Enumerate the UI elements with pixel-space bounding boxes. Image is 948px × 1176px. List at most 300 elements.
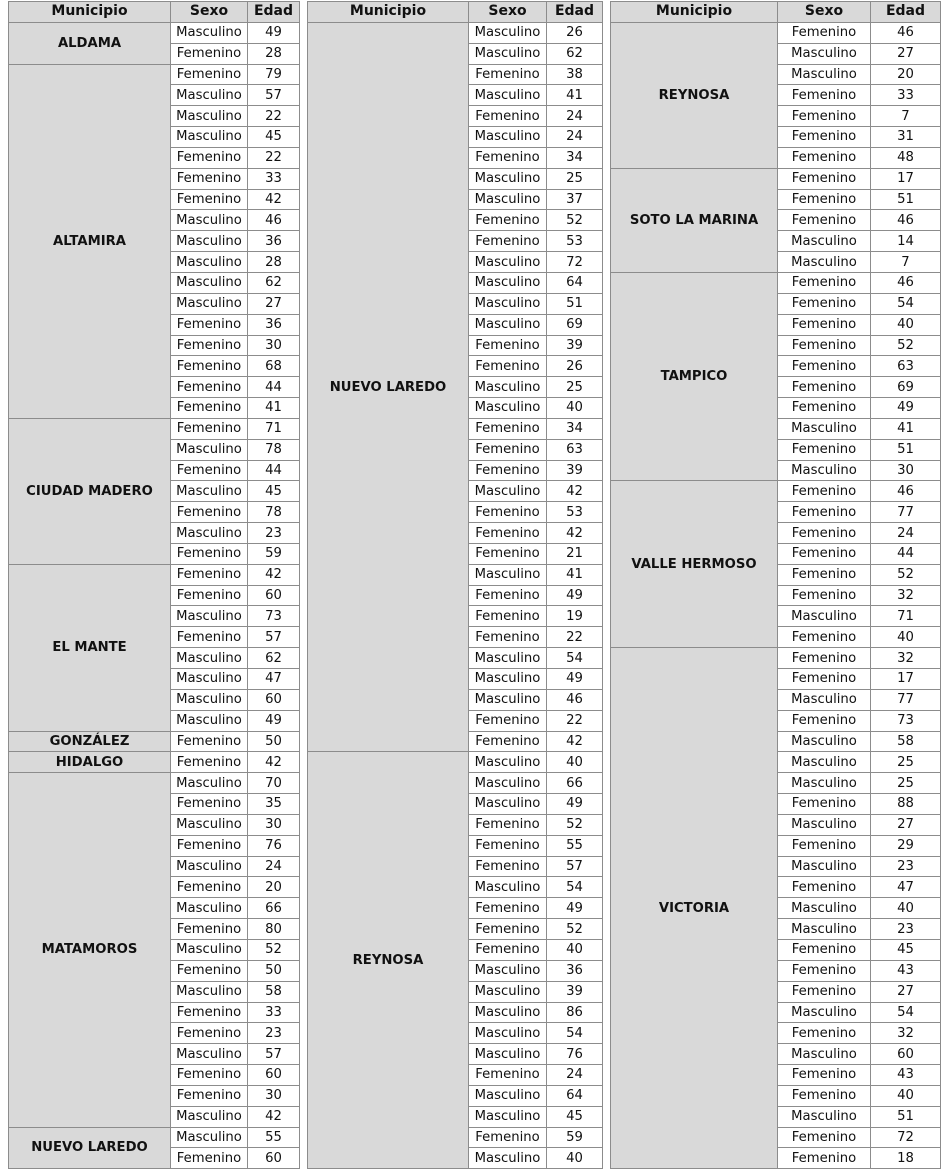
edad-cell: 25 <box>547 168 603 189</box>
edad-cell: 36 <box>248 231 300 252</box>
edad-cell: 46 <box>547 689 603 710</box>
edad-cell: 59 <box>248 543 300 564</box>
edad-cell: 28 <box>248 43 300 64</box>
edad-cell: 42 <box>248 189 300 210</box>
sexo-cell: Femenino <box>778 585 871 606</box>
sexo-cell: Masculino <box>778 731 871 752</box>
edad-cell: 88 <box>871 794 941 815</box>
sexo-cell: Femenino <box>778 564 871 585</box>
sexo-cell: Masculino <box>171 481 248 502</box>
sexo-cell: Femenino <box>778 398 871 419</box>
edad-cell: 21 <box>547 543 603 564</box>
edad-cell: 57 <box>248 1044 300 1065</box>
edad-cell: 35 <box>248 794 300 815</box>
sexo-cell: Masculino <box>778 898 871 919</box>
municipio-cell: SOTO LA MARINA <box>611 168 778 272</box>
sexo-cell: Femenino <box>778 1127 871 1148</box>
sexo-cell: Femenino <box>469 710 547 731</box>
edad-cell: 79 <box>248 64 300 85</box>
header-municipio: Municipio <box>9 2 171 23</box>
sexo-cell: Masculino <box>469 794 547 815</box>
sexo-cell: Masculino <box>778 773 871 794</box>
municipio-cell: VALLE HERMOSO <box>611 481 778 648</box>
edad-cell: 23 <box>871 919 941 940</box>
edad-cell: 52 <box>547 919 603 940</box>
edad-cell: 57 <box>248 85 300 106</box>
sexo-cell: Masculino <box>171 127 248 148</box>
edad-cell: 54 <box>547 877 603 898</box>
sexo-cell: Femenino <box>778 981 871 1002</box>
sexo-cell: Masculino <box>469 773 547 794</box>
edad-cell: 66 <box>547 773 603 794</box>
sexo-cell: Masculino <box>469 648 547 669</box>
sexo-cell: Femenino <box>171 189 248 210</box>
edad-cell: 68 <box>248 356 300 377</box>
header-sexo: Sexo <box>778 2 871 23</box>
edad-cell: 69 <box>547 314 603 335</box>
sexo-cell: Femenino <box>778 543 871 564</box>
edad-cell: 42 <box>547 731 603 752</box>
edad-cell: 27 <box>871 981 941 1002</box>
sexo-cell: Femenino <box>171 919 248 940</box>
sexo-cell: Femenino <box>778 1148 871 1169</box>
edad-cell: 49 <box>547 794 603 815</box>
sexo-cell: Femenino <box>778 794 871 815</box>
sexo-cell: Masculino <box>778 689 871 710</box>
sexo-cell: Femenino <box>469 502 547 523</box>
sexo-cell: Masculino <box>778 1002 871 1023</box>
edad-cell: 34 <box>547 147 603 168</box>
sexo-cell: Masculino <box>171 981 248 1002</box>
sexo-cell: Femenino <box>171 398 248 419</box>
sexo-cell: Femenino <box>469 523 547 544</box>
sexo-cell: Masculino <box>469 1044 547 1065</box>
sexo-cell: Masculino <box>778 252 871 273</box>
edad-cell: 64 <box>547 272 603 293</box>
sexo-cell: Masculino <box>469 564 547 585</box>
edad-cell: 48 <box>871 147 941 168</box>
edad-cell: 60 <box>248 585 300 606</box>
edad-cell: 14 <box>871 231 941 252</box>
edad-cell: 25 <box>871 773 941 794</box>
sexo-cell: Femenino <box>778 523 871 544</box>
table-row <box>9 731 300 752</box>
sexo-cell: Femenino <box>171 731 248 752</box>
sexo-cell: Femenino <box>171 43 248 64</box>
sexo-cell: Femenino <box>778 127 871 148</box>
edad-cell: 60 <box>248 1148 300 1169</box>
sexo-cell: Femenino <box>469 627 547 648</box>
edad-cell: 37 <box>547 189 603 210</box>
edad-cell: 52 <box>871 335 941 356</box>
edad-cell: 36 <box>248 314 300 335</box>
sexo-cell: Masculino <box>778 231 871 252</box>
edad-cell: 58 <box>248 981 300 1002</box>
edad-cell: 78 <box>248 439 300 460</box>
edad-cell: 73 <box>248 606 300 627</box>
sexo-cell: Masculino <box>469 314 547 335</box>
sexo-cell: Masculino <box>171 689 248 710</box>
edad-cell: 44 <box>248 377 300 398</box>
table-row <box>611 272 941 293</box>
edad-cell: 64 <box>547 1085 603 1106</box>
sexo-cell: Femenino <box>171 564 248 585</box>
edad-cell: 20 <box>248 877 300 898</box>
sexo-cell: Masculino <box>171 606 248 627</box>
sexo-cell: Femenino <box>469 898 547 919</box>
sexo-cell: Femenino <box>778 939 871 960</box>
edad-cell: 42 <box>248 752 300 773</box>
sexo-cell: Masculino <box>778 1044 871 1065</box>
edad-cell: 30 <box>248 1085 300 1106</box>
edad-cell: 53 <box>547 502 603 523</box>
municipio-cell: CIUDAD MADERO <box>9 418 171 564</box>
sexo-cell: Femenino <box>171 418 248 439</box>
edad-cell: 47 <box>248 669 300 690</box>
edad-cell: 27 <box>248 293 300 314</box>
municipio-cell: VICTORIA <box>611 648 778 1169</box>
sexo-cell: Femenino <box>469 1127 547 1148</box>
edad-cell: 58 <box>871 731 941 752</box>
sexo-cell: Masculino <box>171 1106 248 1127</box>
sexo-cell: Masculino <box>171 85 248 106</box>
sexo-cell: Femenino <box>778 835 871 856</box>
sexo-cell: Femenino <box>171 543 248 564</box>
edad-cell: 80 <box>248 919 300 940</box>
edad-cell: 51 <box>871 1106 941 1127</box>
sexo-cell: Masculino <box>171 814 248 835</box>
edad-cell: 72 <box>871 1127 941 1148</box>
edad-cell: 22 <box>547 627 603 648</box>
edad-cell: 23 <box>871 856 941 877</box>
sexo-cell: Masculino <box>778 460 871 481</box>
sexo-cell: Femenino <box>171 168 248 189</box>
sexo-cell: Femenino <box>171 1148 248 1169</box>
sexo-cell: Masculino <box>469 127 547 148</box>
edad-cell: 40 <box>871 627 941 648</box>
edad-cell: 22 <box>248 147 300 168</box>
sexo-cell: Masculino <box>171 252 248 273</box>
sexo-cell: Femenino <box>778 210 871 231</box>
sexo-cell: Femenino <box>171 1065 248 1086</box>
sexo-cell: Femenino <box>469 210 547 231</box>
table-row <box>611 168 941 189</box>
edad-cell: 72 <box>547 252 603 273</box>
edad-cell: 29 <box>871 835 941 856</box>
edad-cell: 19 <box>547 606 603 627</box>
edad-cell: 76 <box>248 835 300 856</box>
sexo-cell: Masculino <box>171 22 248 43</box>
edad-cell: 33 <box>248 168 300 189</box>
edad-cell: 39 <box>547 335 603 356</box>
sexo-cell: Femenino <box>171 147 248 168</box>
edad-cell: 49 <box>871 398 941 419</box>
edad-cell: 41 <box>547 85 603 106</box>
edad-cell: 46 <box>871 210 941 231</box>
sexo-cell: Femenino <box>778 1085 871 1106</box>
header-edad: Edad <box>871 2 941 23</box>
edad-cell: 20 <box>871 64 941 85</box>
sexo-cell: Masculino <box>469 1085 547 1106</box>
municipio-cell: HIDALGO <box>9 752 171 773</box>
sexo-cell: Masculino <box>171 856 248 877</box>
edad-cell: 52 <box>871 564 941 585</box>
edad-cell: 24 <box>871 523 941 544</box>
sexo-cell: Femenino <box>778 648 871 669</box>
edad-cell: 76 <box>547 1044 603 1065</box>
sexo-cell: Femenino <box>469 356 547 377</box>
edad-cell: 24 <box>547 127 603 148</box>
edad-cell: 49 <box>547 898 603 919</box>
sexo-cell: Femenino <box>171 460 248 481</box>
sexo-cell: Femenino <box>778 960 871 981</box>
municipio-cell: ALDAMA <box>9 22 171 64</box>
sexo-cell: Femenino <box>778 1065 871 1086</box>
edad-cell: 40 <box>547 752 603 773</box>
sexo-cell: Masculino <box>469 877 547 898</box>
sexo-cell: Masculino <box>469 43 547 64</box>
sexo-cell: Femenino <box>778 502 871 523</box>
edad-cell: 40 <box>871 898 941 919</box>
edad-cell: 54 <box>871 1002 941 1023</box>
sexo-cell: Masculino <box>171 272 248 293</box>
sexo-cell: Masculino <box>469 1023 547 1044</box>
edad-cell: 78 <box>248 502 300 523</box>
sexo-cell: Masculino <box>469 669 547 690</box>
sexo-cell: Masculino <box>171 773 248 794</box>
sexo-cell: Femenino <box>778 335 871 356</box>
edad-cell: 24 <box>248 856 300 877</box>
municipio-cell: NUEVO LAREDO <box>308 22 469 752</box>
sexo-cell: Masculino <box>171 1127 248 1148</box>
edad-cell: 77 <box>871 689 941 710</box>
edad-cell: 34 <box>547 418 603 439</box>
edad-cell: 25 <box>871 752 941 773</box>
sexo-cell: Masculino <box>778 814 871 835</box>
edad-cell: 38 <box>547 64 603 85</box>
edad-cell: 27 <box>871 43 941 64</box>
table-row <box>611 648 941 669</box>
sexo-cell: Masculino <box>469 168 547 189</box>
edad-cell: 52 <box>248 939 300 960</box>
edad-cell: 42 <box>248 1106 300 1127</box>
sexo-cell: Masculino <box>469 398 547 419</box>
edad-cell: 62 <box>248 648 300 669</box>
edad-cell: 60 <box>248 1065 300 1086</box>
edad-cell: 52 <box>547 210 603 231</box>
sexo-cell: Masculino <box>469 481 547 502</box>
edad-cell: 54 <box>547 648 603 669</box>
municipio-cell: GONZÁLEZ <box>9 731 171 752</box>
edad-cell: 52 <box>547 814 603 835</box>
sexo-cell: Masculino <box>469 377 547 398</box>
municipio-cell: MATAMOROS <box>9 773 171 1127</box>
sexo-cell: Masculino <box>469 189 547 210</box>
table-row <box>308 752 603 773</box>
edad-cell: 30 <box>248 814 300 835</box>
sexo-cell: Femenino <box>469 731 547 752</box>
municipio-cell: EL MANTE <box>9 564 171 731</box>
edad-cell: 32 <box>871 648 941 669</box>
sexo-cell: Femenino <box>171 1023 248 1044</box>
edad-cell: 24 <box>547 1065 603 1086</box>
edad-cell: 55 <box>248 1127 300 1148</box>
sexo-cell: Femenino <box>778 481 871 502</box>
header-row <box>9 2 300 23</box>
table-row <box>9 564 300 585</box>
sexo-cell: Femenino <box>778 189 871 210</box>
edad-cell: 51 <box>547 293 603 314</box>
sexo-cell: Femenino <box>469 335 547 356</box>
sexo-cell: Femenino <box>778 1023 871 1044</box>
sexo-cell: Femenino <box>778 877 871 898</box>
edad-cell: 42 <box>547 481 603 502</box>
edad-cell: 49 <box>248 710 300 731</box>
edad-cell: 40 <box>871 314 941 335</box>
sexo-cell: Femenino <box>778 147 871 168</box>
edad-cell: 22 <box>547 710 603 731</box>
edad-cell: 63 <box>547 439 603 460</box>
table-row <box>9 22 300 43</box>
sexo-cell: Femenino <box>469 1065 547 1086</box>
sexo-cell: Femenino <box>171 794 248 815</box>
edad-cell: 41 <box>248 398 300 419</box>
municipio-cell: REYNOSA <box>611 22 778 168</box>
sexo-cell: Femenino <box>469 585 547 606</box>
edad-cell: 26 <box>547 22 603 43</box>
header-sexo: Sexo <box>469 2 547 23</box>
sexo-cell: Femenino <box>469 106 547 127</box>
sexo-cell: Masculino <box>171 710 248 731</box>
sexo-cell: Femenino <box>469 814 547 835</box>
sexo-cell: Masculino <box>469 752 547 773</box>
edad-cell: 26 <box>547 356 603 377</box>
municipio-cell: NUEVO LAREDO <box>9 1127 171 1169</box>
edad-cell: 40 <box>547 1148 603 1169</box>
edad-cell: 40 <box>547 939 603 960</box>
sexo-cell: Masculino <box>171 293 248 314</box>
edad-cell: 40 <box>547 398 603 419</box>
table-row <box>9 773 300 794</box>
sexo-cell: Femenino <box>469 919 547 940</box>
header-row <box>308 2 603 23</box>
sexo-cell: Femenino <box>778 168 871 189</box>
sexo-cell: Femenino <box>778 356 871 377</box>
edad-cell: 73 <box>871 710 941 731</box>
sexo-cell: Masculino <box>469 1148 547 1169</box>
sexo-cell: Femenino <box>171 835 248 856</box>
sexo-cell: Femenino <box>171 502 248 523</box>
edad-cell: 23 <box>248 1023 300 1044</box>
sexo-cell: Masculino <box>171 106 248 127</box>
sexo-cell: Femenino <box>469 439 547 460</box>
edad-cell: 23 <box>248 523 300 544</box>
table-row <box>611 22 941 43</box>
sexo-cell: Femenino <box>469 543 547 564</box>
edad-cell: 39 <box>547 981 603 1002</box>
table-row <box>9 752 300 773</box>
edad-cell: 22 <box>248 106 300 127</box>
edad-cell: 71 <box>248 418 300 439</box>
sexo-cell: Masculino <box>778 1106 871 1127</box>
sexo-cell: Masculino <box>171 523 248 544</box>
sexo-cell: Masculino <box>469 689 547 710</box>
sexo-cell: Masculino <box>469 252 547 273</box>
edad-cell: 33 <box>248 1002 300 1023</box>
edad-cell: 42 <box>248 564 300 585</box>
sexo-cell: Masculino <box>171 1044 248 1065</box>
edad-cell: 45 <box>871 939 941 960</box>
edad-cell: 43 <box>871 960 941 981</box>
edad-cell: 60 <box>871 1044 941 1065</box>
sexo-cell: Femenino <box>778 293 871 314</box>
sexo-cell: Femenino <box>469 147 547 168</box>
edad-cell: 45 <box>248 481 300 502</box>
header-municipio: Municipio <box>308 2 469 23</box>
edad-cell: 41 <box>547 564 603 585</box>
sexo-cell: Masculino <box>778 64 871 85</box>
municipio-cell: REYNOSA <box>308 752 469 1169</box>
sexo-cell: Femenino <box>171 377 248 398</box>
table-row <box>9 64 300 85</box>
edad-cell: 45 <box>248 127 300 148</box>
sexo-cell: Femenino <box>469 460 547 481</box>
edad-cell: 63 <box>871 356 941 377</box>
sexo-cell: Femenino <box>171 356 248 377</box>
table-row <box>9 1127 300 1148</box>
edad-cell: 51 <box>871 439 941 460</box>
sexo-cell: Femenino <box>778 377 871 398</box>
edad-cell: 7 <box>871 252 941 273</box>
header-edad: Edad <box>248 2 300 23</box>
sexo-cell: Femenino <box>778 314 871 335</box>
sexo-cell: Femenino <box>469 418 547 439</box>
sexo-cell: Masculino <box>171 898 248 919</box>
edad-cell: 28 <box>248 252 300 273</box>
edad-cell: 24 <box>547 106 603 127</box>
sexo-cell: Femenino <box>171 960 248 981</box>
edad-cell: 54 <box>871 293 941 314</box>
header-sexo: Sexo <box>171 2 248 23</box>
edad-cell: 31 <box>871 127 941 148</box>
sexo-cell: Masculino <box>469 1002 547 1023</box>
sexo-cell: Masculino <box>171 439 248 460</box>
edad-cell: 47 <box>871 877 941 898</box>
edad-cell: 46 <box>248 210 300 231</box>
sexo-cell: Femenino <box>469 856 547 877</box>
edad-cell: 42 <box>547 523 603 544</box>
edad-cell: 66 <box>248 898 300 919</box>
edad-cell: 50 <box>248 731 300 752</box>
sexo-cell: Femenino <box>778 669 871 690</box>
data-table-1 <box>8 1 300 1169</box>
edad-cell: 69 <box>871 377 941 398</box>
edad-cell: 55 <box>547 835 603 856</box>
edad-cell: 17 <box>871 669 941 690</box>
sexo-cell: Femenino <box>171 877 248 898</box>
sexo-cell: Masculino <box>171 648 248 669</box>
sexo-cell: Masculino <box>778 752 871 773</box>
edad-cell: 57 <box>248 627 300 648</box>
edad-cell: 62 <box>547 43 603 64</box>
sexo-cell: Femenino <box>469 835 547 856</box>
sexo-cell: Femenino <box>171 585 248 606</box>
edad-cell: 33 <box>871 85 941 106</box>
sexo-cell: Femenino <box>469 939 547 960</box>
edad-cell: 62 <box>248 272 300 293</box>
sexo-cell: Masculino <box>469 1106 547 1127</box>
edad-cell: 51 <box>871 189 941 210</box>
